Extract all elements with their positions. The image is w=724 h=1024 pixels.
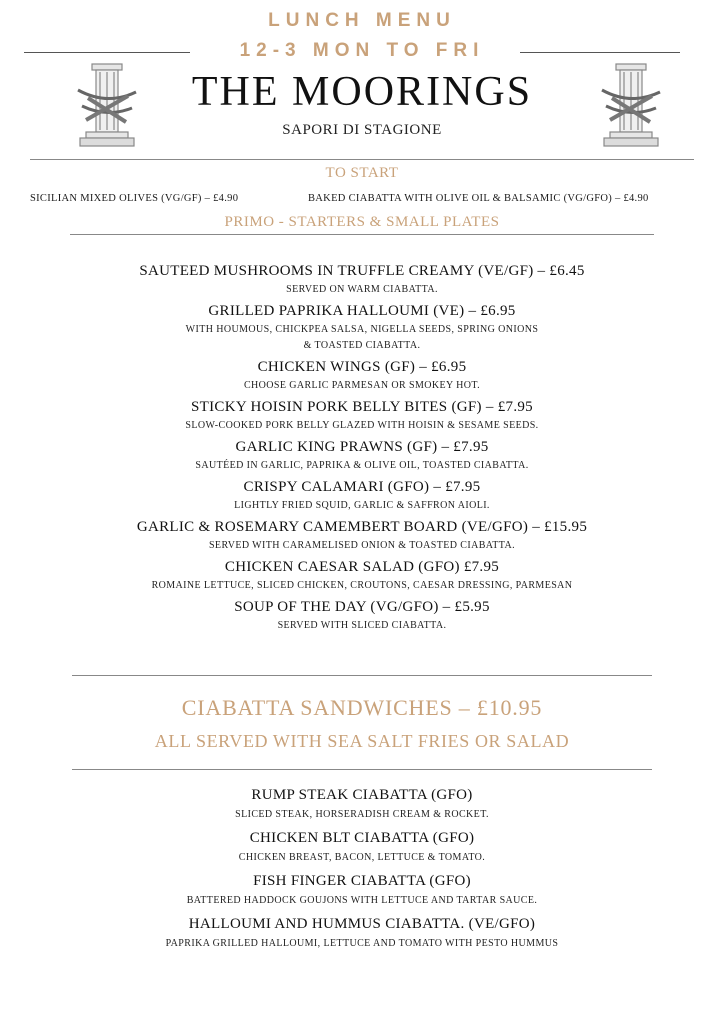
item-description: BATTERED HADDOCK GOUJONS WITH LETTUCE AND TARTAR SAUCE. xyxy=(186,895,538,906)
item-description: CHOOSE GARLIC PARMESAN OR SMOKEY HOT. xyxy=(243,380,481,391)
list-item xyxy=(0,436,724,474)
list-item xyxy=(0,516,724,554)
item-name: FISH FINGER CIABATTA (GFO) xyxy=(253,873,471,889)
item-name: RUMP STEAK CIABATTA (GFO) xyxy=(251,787,473,803)
divider xyxy=(72,675,652,676)
item-name: GRILLED PAPRIKA HALLOUMI (VE) – £6.95 xyxy=(208,303,516,319)
item-description: PAPRIKA GRILLED HALLOUMI, LETTUCE AND TOMATO WITH PESTO HUMMUS xyxy=(165,938,559,949)
starter-ciabatta: BAKED CIABATTA WITH OLIVE OIL & BALSAMIC (VG/GFO) – £4.90 xyxy=(308,193,649,204)
restaurant-name: THE MOORINGS xyxy=(191,69,533,115)
item-name: CHICKEN CAESAR SALAD (GFO) £7.95 xyxy=(224,559,500,575)
lunch-hours: 12-3 MON TO FRI xyxy=(239,40,485,61)
item-description: LIGHTLY FRIED SQUID, GARLIC & SAFFRON AIOLI. xyxy=(234,500,490,511)
starter-olives: SICILIAN MIXED OLIVES (VG/GF) – £4.90 xyxy=(30,193,239,204)
item-description: SERVED WITH CARAMELISED ONION & TOASTED CIABATTA. xyxy=(208,540,516,551)
list-item xyxy=(0,476,724,514)
to-start-heading: TO START xyxy=(325,165,399,181)
item-name: STICKY HOISIN PORK BELLY BITES (GF) – £7.95 xyxy=(191,399,533,415)
divider xyxy=(72,769,652,770)
tagline: SAPORI DI STAGIONE xyxy=(282,122,442,138)
item-name: CHICKEN WINGS (GF) – £6.95 xyxy=(257,359,467,375)
list-item xyxy=(0,913,724,952)
divider xyxy=(70,234,654,235)
item-name: SOUP OF THE DAY (VG/GFO) – £5.95 xyxy=(234,599,490,615)
item-description: SLICED STEAK, HORSERADISH CREAM & ROCKET. xyxy=(235,809,489,820)
primo-list xyxy=(0,260,724,634)
item-description: SLOW-COOKED PORK BELLY GLAZED WITH HOISIN & SESAME SEEDS. xyxy=(185,420,539,431)
item-description: & TOASTED CIABATTA. xyxy=(303,340,421,351)
item-description: SERVED WITH SLICED CIABATTA. xyxy=(277,620,447,631)
header-rule-right xyxy=(520,52,680,53)
item-description: CHICKEN BREAST, BACON, LETTUCE & TOMATO. xyxy=(238,852,486,863)
list-item xyxy=(0,784,724,823)
item-name: CHICKEN BLT CIABATTA (GFO) xyxy=(249,830,475,846)
lunch-menu-heading: LUNCH MENU xyxy=(268,10,456,31)
list-item xyxy=(0,300,724,354)
item-description: ROMAINE LETTUCE, SLICED CHICKEN, CROUTONS, CAESAR DRESSING, PARMESAN xyxy=(151,580,573,591)
list-item xyxy=(0,260,724,298)
item-name: HALLOUMI AND HUMMUS CIABATTA. (VE/GFO) xyxy=(188,916,536,932)
item-name: CRISPY CALAMARI (GFO) – £7.95 xyxy=(243,479,481,495)
list-item xyxy=(0,827,724,866)
primo-heading: PRIMO - STARTERS & SMALL PLATES xyxy=(224,214,500,230)
sandwich-list xyxy=(0,784,724,952)
divider xyxy=(30,159,694,160)
sandwiches-subheading: ALL SERVED WITH SEA SALT FRIES OR SALAD xyxy=(154,731,570,751)
item-description: SAUTÉED IN GARLIC, PAPRIKA & OLIVE OIL, TOASTED CIABATTA. xyxy=(195,460,529,471)
list-item xyxy=(0,596,724,634)
list-item xyxy=(0,870,724,909)
item-description: SERVED ON WARM CIABATTA. xyxy=(286,284,438,295)
list-item xyxy=(0,556,724,594)
item-name: SAUTEED MUSHROOMS IN TRUFFLE CREAMY (VE/GF) – £6.45 xyxy=(139,263,585,279)
item-name: GARLIC & ROSEMARY CAMEMBERT BOARD (VE/GFO) – £15.95 xyxy=(136,519,588,535)
sandwiches-heading: CIABATTA SANDWICHES – £10.95 xyxy=(181,695,543,720)
list-item xyxy=(0,396,724,434)
list-item xyxy=(0,356,724,394)
item-name: GARLIC KING PRAWNS (GF) – £7.95 xyxy=(235,439,489,455)
item-description: WITH HOUMOUS, CHICKPEA SALSA, NIGELLA SEEDS, SPRING ONIONS xyxy=(185,324,539,335)
